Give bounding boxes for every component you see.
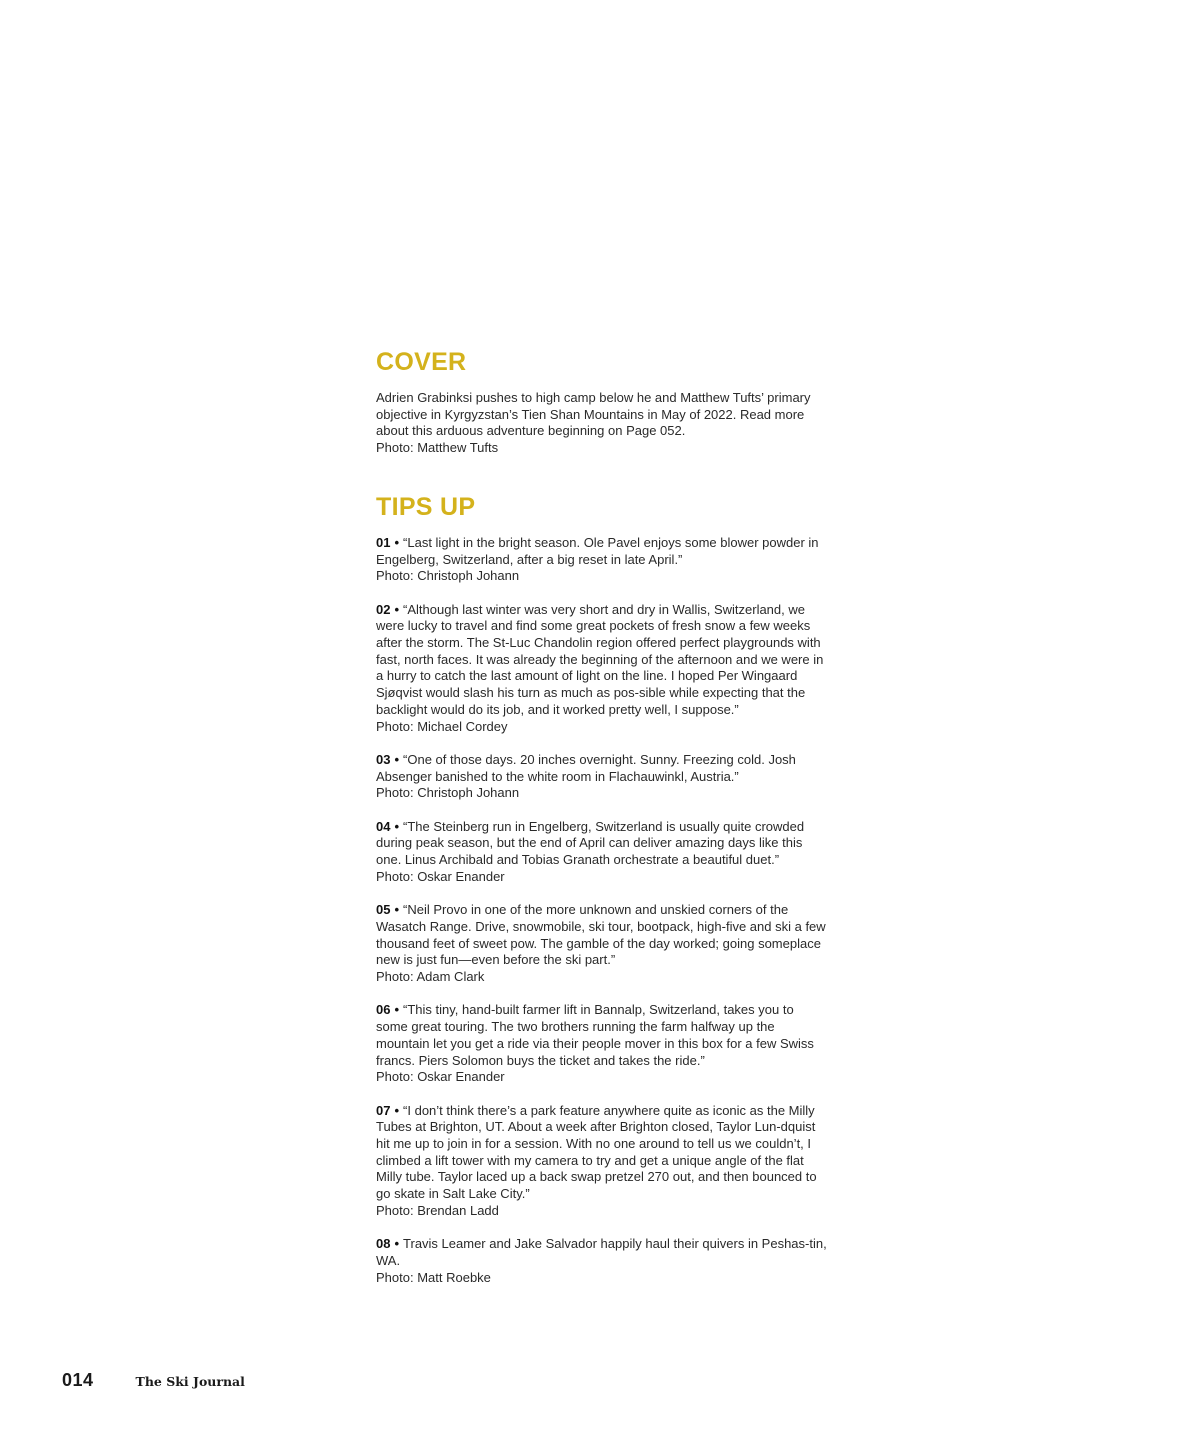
tip-text: “The Steinberg run in Engelberg, Switzerland is usually quite crowded during peak season, but the end of April can deliver amazing days like this one. Linus Archibald and Tobias Granath orchestrate a beautiful duet.” — [376, 818, 805, 868]
bullet-icon: • — [394, 751, 400, 767]
tip-caption-05 — [376, 902, 828, 986]
tip-photo-credit: Photo: Oskar Enander — [376, 868, 505, 884]
tip-photo-credit: Photo: Christoph Johann — [376, 568, 520, 584]
tip-photo-credit: Photo: Matt Roebke — [376, 1269, 491, 1285]
magazine-name: The Ski Journal — [135, 1374, 245, 1389]
cover-caption — [376, 390, 828, 457]
tip-photo-credit: Photo: Christoph Johann — [376, 785, 520, 801]
bullet-icon: • — [394, 1002, 400, 1018]
tip-text: “Although last winter was very short and dry in Wallis, Switzerland, we were lucky to travel and find some great pockets of fresh snow a few weeks after the storm. The St-Luc Chandolin region offered perfect playgrounds with fast, north faces. It was already the beginning of the afternoon and we were in a hurry to catch the last amount of light on the line. I hoped Per Wingaard Sjøqvist would slash his turn as much as pos-sible while expecting that the backlight would do its job, and it worked pretty well, I suppose.” — [376, 601, 824, 717]
page-footer — [62, 1370, 245, 1391]
tip-photo-credit: Photo: Brendan Ladd — [376, 1202, 499, 1218]
cover-heading: COVER — [376, 348, 467, 376]
tip-text: “One of those days. 20 inches overnight. Sunny. Freezing cold. Josh Absenger banished to the white room in Flachauwinkl, Austria.” — [376, 751, 796, 784]
tip-number: 04 — [376, 818, 391, 834]
tip-number: 02 — [376, 601, 391, 617]
tip-text: “Last light in the bright season. Ole Pavel enjoys some blower powder in Engelberg, Switzerland, after a big reset in late April.” — [376, 534, 819, 567]
tip-text: “Neil Provo in one of the more unknown and unskied corners of the Wasatch Range. Drive, snowmobile, ski tour, bootpack, high-five and ski a few thousand feet of sweet pow. The gamble of the day worked; going someplace new is just fun—even before the ski part.” — [376, 902, 826, 968]
tip-number: 03 — [376, 751, 391, 767]
tip-number: 07 — [376, 1102, 391, 1118]
tip-number: 01 — [376, 534, 391, 550]
tip-text: “This tiny, hand-built farmer lift in Bannalp, Switzerland, takes you to some great touring. The two brothers running the farm halfway up the mountain let you get a ride via their people mover in this box for a few Swiss francs. Piers Solomon buys the ticket and takes the ride.” — [376, 1002, 814, 1068]
tip-photo-credit: Photo: Oskar Enander — [376, 1069, 505, 1085]
tip-photo-credit: Photo: Adam Clark — [376, 969, 485, 985]
tip-number: 05 — [376, 902, 391, 918]
page-number: 014 — [62, 1370, 94, 1390]
bullet-icon: • — [394, 818, 400, 834]
bullet-icon: • — [394, 601, 400, 617]
captions-column — [376, 346, 828, 1303]
tips-up-heading: TIPS UP — [376, 492, 476, 521]
tip-text: Travis Leamer and Jake Salvador happily haul their quivers in Peshas-tin, WA. — [376, 1236, 827, 1268]
tip-photo-credit: Photo: Michael Cordey — [376, 718, 508, 734]
tip-caption-01 — [376, 535, 828, 585]
tip-number: 08 — [376, 1236, 391, 1252]
bullet-icon: • — [394, 534, 400, 550]
tip-caption-08 — [376, 1236, 828, 1286]
tip-number: 06 — [376, 1002, 391, 1018]
tip-caption-04 — [376, 819, 828, 886]
tip-caption-03 — [376, 752, 828, 802]
bullet-icon: • — [394, 902, 400, 918]
tip-text: “I don’t think there’s a park feature anywhere quite as iconic as the Milly Tubes at Brighton, UT. About a week after Brighton closed, Taylor Lun-dquist hit me up to join in for a session. With no one around to tell us we couldn’t, I climbed a lift tower with my camera to try and get a unique angle of the flat Milly tube. Taylor laced up a back swap pretzel 270 out, and then bounced to go skate in Salt Lake City.” — [376, 1102, 817, 1202]
tip-caption-02 — [376, 602, 828, 736]
tip-caption-06 — [376, 1002, 828, 1086]
cover-photo-credit: Photo: Matthew Tufts — [376, 440, 499, 456]
tips-up-list — [376, 535, 828, 1287]
tip-caption-07 — [376, 1103, 828, 1220]
bullet-icon: • — [394, 1102, 400, 1118]
bullet-icon: • — [394, 1236, 400, 1252]
cover-caption-text: Adrien Grabinksi pushes to high camp below he and Matthew Tufts’ primary objective in Kyrgyzstan’s Tien Shan Mountains in May of 2022. Read more about this arduous adventure beginning on Page 052. — [376, 390, 811, 439]
